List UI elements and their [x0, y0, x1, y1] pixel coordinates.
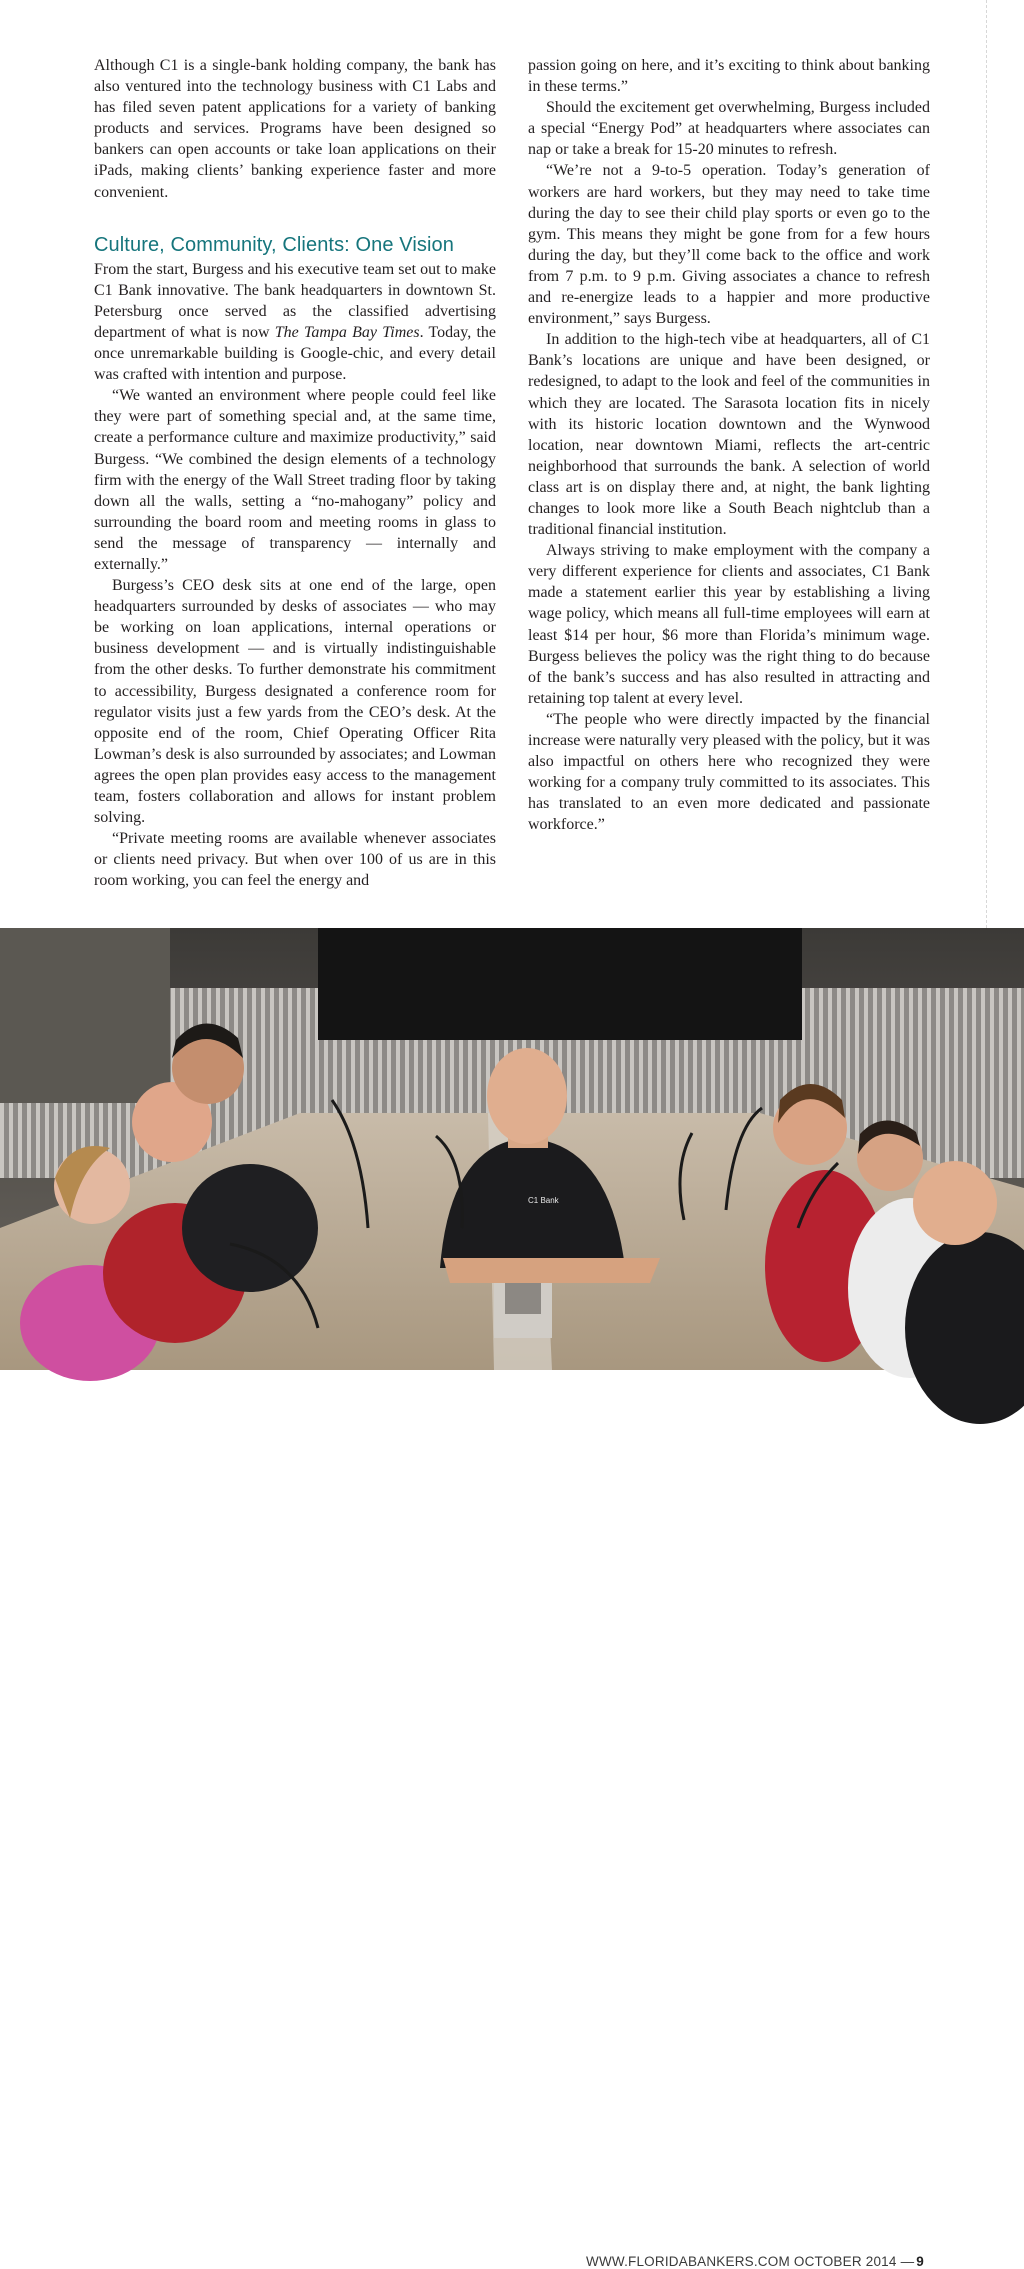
paragraph: “The people who were directly impacted by the financial increase were naturally very pleased with the policy, but it was also impactful on others here who recognized they were working for a company truly committed to its associates. This has translated to an even more dedicated and passionate workforce.”	[528, 710, 930, 834]
paragraph: Although C1 is a single-bank holding company, the bank has also ventured into the technology business with C1 Labs and has filed seven patent applications for a variety of banking products and services. Programs have been designed so bankers can open accounts or take loan applications on their iPads, making clients’ banking experience faster and more convenient.	[94, 57, 496, 201]
left-column	[94, 55, 496, 891]
paragraph: In addition to the high-tech vibe at headquarters, all of C1 Bank’s locations are unique and have been designed, or redesigned, to adapt to the look and feel of the communities in which they are located. The Sarasota location fits in nicely with its historic location downtown and the Wynwood location, near downtown Miami, reflects the art-centric neighborhood that surrounds the bank. A selection of world class art is on display there and, at night, the bank lighting changes to look more like a South Beach nightclub than a traditional financial institution.	[528, 331, 930, 539]
text-span: From the start, Burgess and his executive team set out to make C1 Bank innovative. The bank headquarters in downtown St. Petersburg once served as the classified advertising department of what is now	[94, 260, 496, 341]
publication-title: The Tampa Bay Times	[274, 323, 420, 341]
paragraph	[94, 259, 496, 386]
page-number: 9	[916, 2254, 924, 2269]
page-footer	[586, 2254, 924, 2269]
paragraph: “We wanted an environment where people could feel like they were part of something special and, at the same time, create a performance culture and maximize productivity,” said Burgess. “We combined the design elements of a technology firm with the energy of the Wall Street trading floor by taking down all the walls, setting a “no-mahogany” policy and surrounding the board room and meeting rooms in glass to send the message of transparency — internally and externally.”	[94, 387, 496, 573]
paragraph: “Private meeting rooms are available whenever associates or clients need privacy. But when over 100 of us are in this room working, you can feel the energy and	[94, 830, 496, 890]
paragraph: Burgess’s CEO desk sits at one end of the large, open headquarters surrounded by desks of associates — who may be working on loan applications, internal operations or business development — and is virtually indistinguishable from the other desks. To further demonstrate his commitment to accessibility, Burgess designated a conference room for regulator visits just a few yards from the CEO’s desk. At the opposite end of the room, Chief Operating Officer Rita Lowman’s desk is also surrounded by associates; and Lowman agrees the open plan provides easy access to the management team, fosters collaboration and allows for instant problem solving.	[94, 577, 496, 827]
paragraph: passion going on here, and it’s exciting to think about banking in these terms.”	[528, 57, 930, 96]
right-column	[528, 55, 930, 835]
conference-room-photo	[0, 928, 1024, 2269]
paragraph-gap	[94, 203, 496, 231]
paragraph: Should the excitement get overwhelming, Burgess included a special “Energy Pod” at headquarters where associates can nap or take a break for 15-20 minutes to refresh.	[528, 99, 930, 159]
wall-screen	[318, 928, 802, 1040]
text-span: . Today, the once unremarkable building is Google-chic, and every detail was crafted with intention and purpose.	[94, 323, 496, 384]
footer-issue: OCTOBER 2014	[793, 2254, 897, 2269]
footer-url: WWW.FLORIDABANKERS.COM	[586, 2254, 790, 2269]
footer-separator: —	[900, 2254, 915, 2269]
section-subhead: Culture, Community, Clients: One Vision	[94, 233, 454, 256]
shirt-logo: C1 Bank	[528, 1196, 559, 1205]
paragraph: Always striving to make employment with the company a very different experience for clients and associates, C1 Bank made a statement earlier this year by establishing a living wage policy, which means all full-time employees will earn at least $14 per hour, $6 more than Florida’s minimum wage. Burgess believes the policy was the right thing to do because of the bank’s success and has also resulted in attracting and retaining top talent at every level.	[528, 542, 930, 707]
paragraph: “We’re not a 9-to-5 operation. Today’s generation of workers are hard workers, but they may need to take time during the day to see their child play sports or even go to the gym. This means they might be gone from for a few hours during the day, but they’ll come back to the office and work from 7 p.m. to 9 p.m. Giving associates a chance to refresh and re-energize leads to a happier and more productive environment,” says Burgess.	[528, 162, 930, 328]
page-edge-rule	[986, 0, 987, 928]
